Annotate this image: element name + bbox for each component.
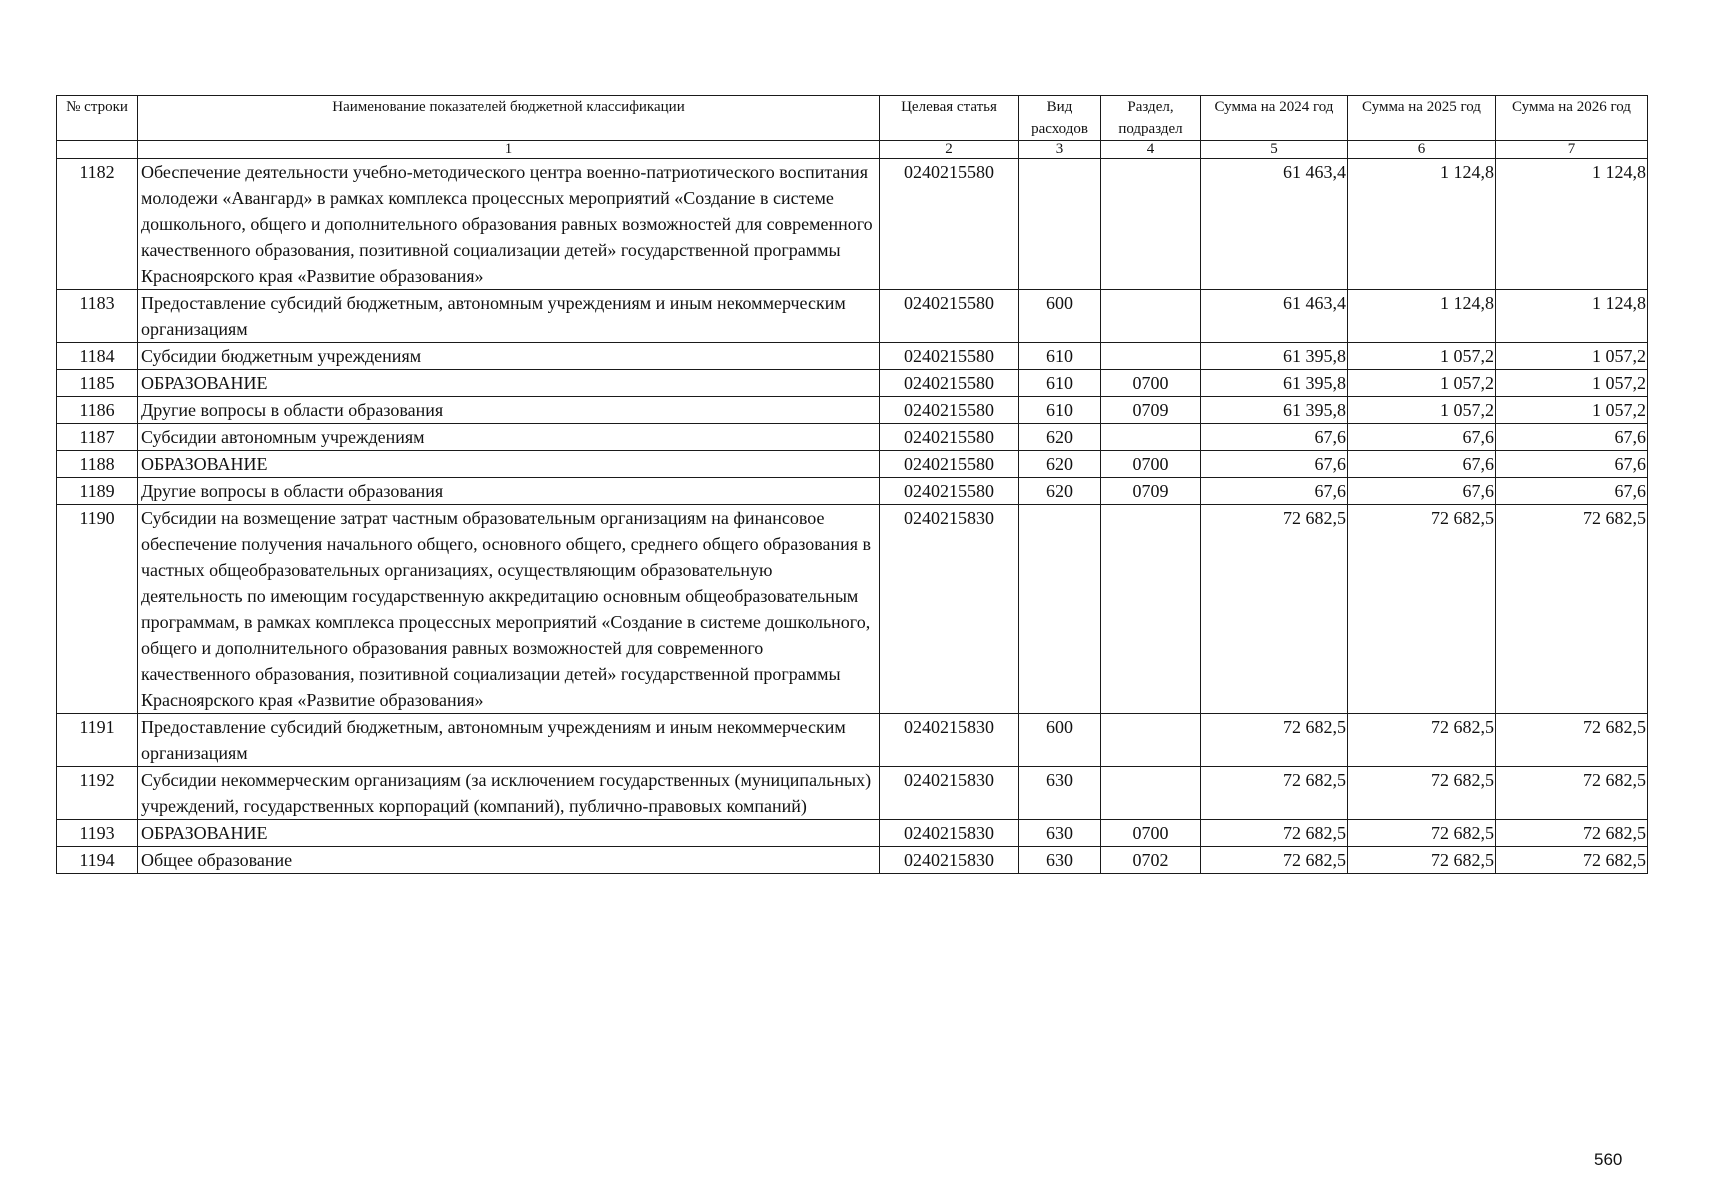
row-name: ОБРАЗОВАНИЕ xyxy=(138,370,880,397)
row-number: 1192 xyxy=(57,767,138,820)
row-target-code: 0240215830 xyxy=(880,767,1019,820)
row-sum-2024: 72 682,5 xyxy=(1201,767,1348,820)
row-name: Общее образование xyxy=(138,847,880,874)
row-name: Субсидии бюджетным учреждениям xyxy=(138,343,880,370)
row-target-code: 0240215580 xyxy=(880,451,1019,478)
row-sum-2026: 1 124,8 xyxy=(1496,290,1648,343)
row-sum-2025: 1 057,2 xyxy=(1348,343,1496,370)
header-sum-2024: Сумма на 2024 год xyxy=(1201,96,1348,141)
row-sum-2025: 1 124,8 xyxy=(1348,290,1496,343)
row-sum-2026: 1 124,8 xyxy=(1496,159,1648,290)
row-target-code: 0240215580 xyxy=(880,290,1019,343)
row-sum-2024: 67,6 xyxy=(1201,424,1348,451)
table-row xyxy=(57,424,1648,451)
row-sum-2025: 67,6 xyxy=(1348,424,1496,451)
page-number: 560 xyxy=(1594,1150,1623,1169)
column-number: 1 xyxy=(138,141,880,159)
row-razdel xyxy=(1101,159,1201,290)
row-sum-2025: 72 682,5 xyxy=(1348,505,1496,714)
table-row xyxy=(57,847,1648,874)
table-row xyxy=(57,714,1648,767)
row-number: 1194 xyxy=(57,847,138,874)
row-sum-2026: 72 682,5 xyxy=(1496,820,1648,847)
row-target-code: 0240215580 xyxy=(880,478,1019,505)
row-name: Другие вопросы в области образования xyxy=(138,478,880,505)
row-name: Предоставление субсидий бюджетным, автономным учреждениям и иным некоммерческим организациям xyxy=(138,714,880,767)
row-number: 1190 xyxy=(57,505,138,714)
table-row xyxy=(57,397,1648,424)
row-sum-2024: 61 395,8 xyxy=(1201,343,1348,370)
row-sum-2026: 72 682,5 xyxy=(1496,505,1648,714)
row-name: Предоставление субсидий бюджетным, автономным учреждениям и иным некоммерческим организациям xyxy=(138,290,880,343)
row-name: Другие вопросы в области образования xyxy=(138,397,880,424)
row-razdel xyxy=(1101,424,1201,451)
row-vid: 630 xyxy=(1019,820,1101,847)
row-sum-2026: 1 057,2 xyxy=(1496,397,1648,424)
header-sum-2026: Сумма на 2026 год xyxy=(1496,96,1648,141)
row-number: 1191 xyxy=(57,714,138,767)
row-vid: 630 xyxy=(1019,767,1101,820)
row-vid: 620 xyxy=(1019,478,1101,505)
row-razdel xyxy=(1101,290,1201,343)
header-sum-2025: Сумма на 2025 год xyxy=(1348,96,1496,141)
column-number: 6 xyxy=(1348,141,1496,159)
row-vid: 620 xyxy=(1019,451,1101,478)
table-row xyxy=(57,370,1648,397)
row-target-code: 0240215580 xyxy=(880,397,1019,424)
row-sum-2024: 72 682,5 xyxy=(1201,847,1348,874)
row-razdel: 0709 xyxy=(1101,397,1201,424)
row-sum-2026: 1 057,2 xyxy=(1496,370,1648,397)
row-target-code: 0240215580 xyxy=(880,370,1019,397)
row-number: 1184 xyxy=(57,343,138,370)
row-sum-2025: 72 682,5 xyxy=(1348,820,1496,847)
row-sum-2024: 61 463,4 xyxy=(1201,290,1348,343)
row-number: 1185 xyxy=(57,370,138,397)
row-razdel: 0702 xyxy=(1101,847,1201,874)
table-row xyxy=(57,505,1648,714)
row-razdel xyxy=(1101,767,1201,820)
row-sum-2024: 61 395,8 xyxy=(1201,370,1348,397)
header-row-no: № строки xyxy=(57,96,138,141)
row-sum-2026: 67,6 xyxy=(1496,424,1648,451)
row-sum-2024: 72 682,5 xyxy=(1201,505,1348,714)
row-target-code: 0240215830 xyxy=(880,714,1019,767)
budget-table xyxy=(56,95,1648,874)
row-sum-2025: 1 057,2 xyxy=(1348,370,1496,397)
row-vid xyxy=(1019,505,1101,714)
row-sum-2024: 72 682,5 xyxy=(1201,820,1348,847)
row-sum-2026: 72 682,5 xyxy=(1496,714,1648,767)
row-number: 1189 xyxy=(57,478,138,505)
row-name: Обеспечение деятельности учебно-методического центра военно-патриотического воспитания молодежи «Авангард» в рамках комплекса процессных мероприятий «Создание в системе дошкольного, общего и дополнительного образования равных возможностей для современного качественного образования, позитивной социализации детей» государственной программы Красноярского края «Развитие образования» xyxy=(138,159,880,290)
row-name: ОБРАЗОВАНИЕ xyxy=(138,820,880,847)
table-body xyxy=(57,159,1648,874)
row-vid xyxy=(1019,159,1101,290)
table-row xyxy=(57,290,1648,343)
table-row xyxy=(57,767,1648,820)
row-razdel xyxy=(1101,343,1201,370)
header-name: Наименование показателей бюджетной классификации xyxy=(138,96,880,141)
row-sum-2026: 1 057,2 xyxy=(1496,343,1648,370)
row-sum-2024: 72 682,5 xyxy=(1201,714,1348,767)
column-number-row xyxy=(57,141,1648,159)
row-vid: 600 xyxy=(1019,290,1101,343)
row-razdel: 0709 xyxy=(1101,478,1201,505)
table-row xyxy=(57,820,1648,847)
row-name: Субсидии автономным учреждениям xyxy=(138,424,880,451)
table-header-row xyxy=(57,96,1648,141)
row-sum-2024: 67,6 xyxy=(1201,451,1348,478)
row-vid: 620 xyxy=(1019,424,1101,451)
table-row xyxy=(57,159,1648,290)
row-name: Субсидии некоммерческим организациям (за исключением государственных (муниципальных) учреждений, государственных корпораций (компаний), публично-правовых компаний) xyxy=(138,767,880,820)
row-vid: 610 xyxy=(1019,343,1101,370)
row-vid: 610 xyxy=(1019,397,1101,424)
column-number: 5 xyxy=(1201,141,1348,159)
row-target-code: 0240215580 xyxy=(880,424,1019,451)
row-number: 1188 xyxy=(57,451,138,478)
column-number: 2 xyxy=(880,141,1019,159)
row-sum-2025: 67,6 xyxy=(1348,451,1496,478)
row-target-code: 0240215830 xyxy=(880,505,1019,714)
row-sum-2026: 67,6 xyxy=(1496,451,1648,478)
row-sum-2026: 72 682,5 xyxy=(1496,847,1648,874)
row-sum-2025: 72 682,5 xyxy=(1348,714,1496,767)
row-number: 1182 xyxy=(57,159,138,290)
row-sum-2024: 67,6 xyxy=(1201,478,1348,505)
column-number: 7 xyxy=(1496,141,1648,159)
header-vid: Вид расходов xyxy=(1019,96,1101,141)
row-sum-2024: 61 463,4 xyxy=(1201,159,1348,290)
row-razdel: 0700 xyxy=(1101,820,1201,847)
row-sum-2025: 67,6 xyxy=(1348,478,1496,505)
row-sum-2025: 1 057,2 xyxy=(1348,397,1496,424)
column-number: 4 xyxy=(1101,141,1201,159)
row-number: 1193 xyxy=(57,820,138,847)
header-target: Целевая статья xyxy=(880,96,1019,141)
row-sum-2025: 1 124,8 xyxy=(1348,159,1496,290)
row-name: Субсидии на возмещение затрат частным образовательным организациям на финансовое обеспечение получения начального общего, основного общего, среднего общего образования в частных общеобразовательных организациях, осуществляющим образовательную деятельность по имеющим государственную аккредитацию основным общеобразовательным программам, в рамках комплекса процессных мероприятий «Создание в системе дошкольного, общего и дополнительного образования равных возможностей для современного качественного образования, позитивной социализации детей» государственной программы Красноярского края «Развитие образования» xyxy=(138,505,880,714)
row-razdel: 0700 xyxy=(1101,370,1201,397)
table-row xyxy=(57,451,1648,478)
row-number: 1186 xyxy=(57,397,138,424)
row-number: 1183 xyxy=(57,290,138,343)
row-name: ОБРАЗОВАНИЕ xyxy=(138,451,880,478)
table-row xyxy=(57,343,1648,370)
row-razdel xyxy=(1101,505,1201,714)
row-razdel: 0700 xyxy=(1101,451,1201,478)
row-target-code: 0240215580 xyxy=(880,343,1019,370)
table-row xyxy=(57,478,1648,505)
column-number xyxy=(57,141,138,159)
row-sum-2025: 72 682,5 xyxy=(1348,767,1496,820)
row-target-code: 0240215830 xyxy=(880,820,1019,847)
row-number: 1187 xyxy=(57,424,138,451)
row-vid: 610 xyxy=(1019,370,1101,397)
column-number: 3 xyxy=(1019,141,1101,159)
row-target-code: 0240215830 xyxy=(880,847,1019,874)
row-vid: 600 xyxy=(1019,714,1101,767)
row-sum-2026: 67,6 xyxy=(1496,478,1648,505)
row-razdel xyxy=(1101,714,1201,767)
row-sum-2024: 61 395,8 xyxy=(1201,397,1348,424)
header-razdel: Раздел, подраздел xyxy=(1101,96,1201,141)
row-sum-2025: 72 682,5 xyxy=(1348,847,1496,874)
row-target-code: 0240215580 xyxy=(880,159,1019,290)
row-vid: 630 xyxy=(1019,847,1101,874)
row-sum-2026: 72 682,5 xyxy=(1496,767,1648,820)
